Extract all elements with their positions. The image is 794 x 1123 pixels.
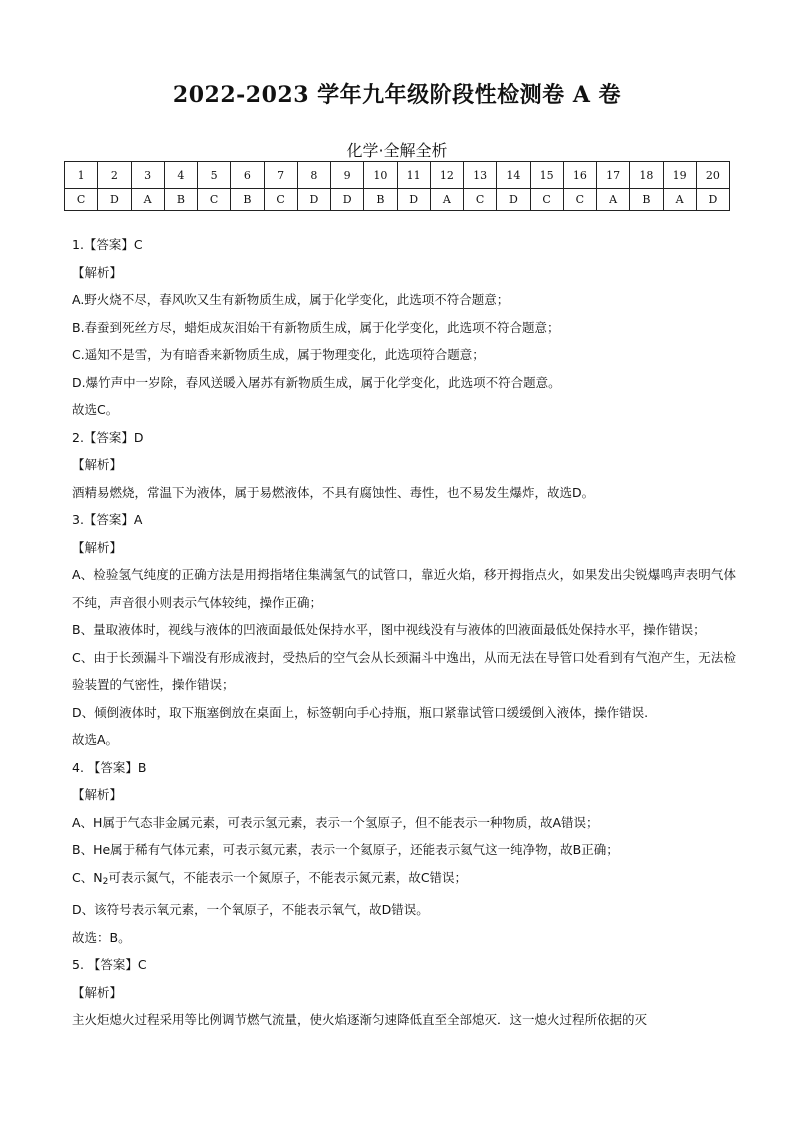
q4-option-c-subscript: 2	[102, 876, 109, 887]
answer-letter: B	[231, 189, 264, 211]
q3-option-d: D、倾倒液体时，取下瓶塞倒放在桌面上，标签朝向手心持瓶，瓶口紧靠试管口缓缓倒入液体，操作错误.	[72, 704, 649, 720]
question-number: 4	[164, 162, 197, 189]
q4-conclusion: 故选：B。	[72, 929, 131, 945]
answer-letter: C	[530, 189, 563, 211]
question-number: 18	[630, 162, 663, 189]
q1-answer: 1.【答案】C	[72, 237, 143, 252]
q3-conclusion: 故选A。	[72, 732, 119, 747]
q4-answer: 4. 【答案】B	[72, 759, 147, 775]
q2-analysis-heading: 【解析】	[72, 457, 123, 472]
answer-letter: A	[663, 189, 696, 211]
answer-letter-row	[65, 189, 730, 211]
question-number: 10	[364, 162, 397, 189]
answer-letter: D	[696, 189, 729, 211]
q4-option-c	[72, 864, 736, 897]
answer-letter: D	[297, 189, 330, 211]
q3-answer: 3.【答案】A	[72, 512, 143, 527]
q1-option-c: C.遥知不是雪，为有暗香来新物质生成，属于物理变化，此选项符合题意；	[72, 347, 485, 362]
q2-explanation: 酒精易燃烧，常温下为液体，属于易燃液体，不具有腐蚀性、毒性，也不易发生爆炸，故选D。	[72, 484, 595, 500]
question-number: 8	[297, 162, 330, 189]
question-number: 14	[497, 162, 530, 189]
q5-answer: 5. 【答案】C	[72, 957, 147, 972]
q4-option-c-rest: 可表示氮气，不能表示一个氮原子，不能表示氮元素，故C错误；	[108, 869, 468, 885]
q3-analysis-heading: 【解析】	[72, 539, 123, 555]
solutions-body	[72, 231, 736, 1034]
question-number: 2	[98, 162, 131, 189]
question-number: 9	[331, 162, 364, 189]
question-number: 11	[397, 162, 430, 189]
q4-option-a: A、H属于气态非金属元素，可表示氢元素，表示一个氢原子，但不能表示一种物质，故A错误；	[72, 814, 599, 830]
answer-letter: C	[65, 189, 98, 211]
question-number: 7	[264, 162, 297, 189]
question-number: 6	[231, 162, 264, 189]
answer-letter: D	[98, 189, 131, 211]
answer-letter: B	[164, 189, 197, 211]
q5-explanation: 主火炬熄火过程采用等比例调节燃气流量，使火焰逐渐匀速降低直至全部熄灭．这一熄火过程所依据的灭	[72, 1012, 648, 1027]
q5-analysis-heading: 【解析】	[72, 984, 123, 1000]
answer-letter: A	[430, 189, 463, 211]
q1-option-d: D.爆竹声中一岁除，春风送暖入屠苏有新物质生成，属于化学变化，此选项不符合题意。	[72, 374, 561, 390]
answer-letter: D	[397, 189, 430, 211]
q1-conclusion: 故选C。	[72, 402, 119, 417]
answer-letter: C	[464, 189, 497, 211]
page-subtitle: 化学·全解全析	[346, 141, 448, 160]
question-number: 5	[198, 162, 231, 189]
question-number: 12	[430, 162, 463, 189]
answer-letter: D	[497, 189, 530, 211]
q1-option-b: B.春蚕到死丝方尽，蜡炬成灰泪始干有新物质生成，属于化学变化，此选项不符合题意；	[72, 319, 560, 335]
answer-letter: B	[364, 189, 397, 211]
answer-letter: C	[198, 189, 231, 211]
q1-option-a: A.野火烧不尽，春风吹又生有新物质生成，属于化学变化，此选项不符合题意；	[72, 292, 510, 307]
q4-analysis-heading: 【解析】	[72, 787, 123, 802]
question-number: 15	[530, 162, 563, 189]
question-number: 20	[696, 162, 729, 189]
question-number: 17	[597, 162, 630, 189]
answer-letter: C	[563, 189, 596, 211]
q1-analysis-heading: 【解析】	[72, 264, 123, 280]
q3-option-a: A、检验氢气纯度的正确方法是用拇指堵住集满氢气的试管口，靠近火焰，移开拇指点火，如果发出尖锐爆鸣声表明气体不纯，声音很小则表示气体较纯，操作正确；	[72, 567, 736, 610]
page-title: 2022-2023 学年九年级阶段性检测卷 A 卷	[172, 82, 622, 108]
answer-letter: C	[264, 189, 297, 211]
question-number: 13	[464, 162, 497, 189]
answer-table	[64, 161, 730, 211]
answer-letter: D	[331, 189, 364, 211]
question-number-row	[65, 162, 730, 189]
question-number: 16	[563, 162, 596, 189]
answer-letter: A	[597, 189, 630, 211]
question-number: 19	[663, 162, 696, 189]
q3-option-b: B、量取液体时，视线与液体的凹液面最低处保持水平，图中视线没有与液体的凹液面最低处保持水平，操作错误；	[72, 622, 706, 637]
answer-letter: A	[131, 189, 164, 211]
question-number: 1	[65, 162, 98, 189]
q4-option-d: D、该符号表示氧元素，一个氧原子，不能表示氧气，故D错误。	[72, 902, 429, 917]
q4-option-b: B、He属于稀有气体元素，可表示氦元素，表示一个氦原子，还能表示氦气这一纯净物，故B正确；	[72, 842, 619, 857]
q3-option-c: C、由于长颈漏斗下端没有形成液封，受热后的空气会从长颈漏斗中逸出，从而无法在导管口处看到有气泡产生，无法检验装置的气密性，操作错误；	[72, 649, 736, 692]
q4-option-c-prefix: C、N	[72, 869, 103, 885]
q2-answer: 2.【答案】D	[72, 429, 144, 445]
question-number: 3	[131, 162, 164, 189]
answer-letter: B	[630, 189, 663, 211]
